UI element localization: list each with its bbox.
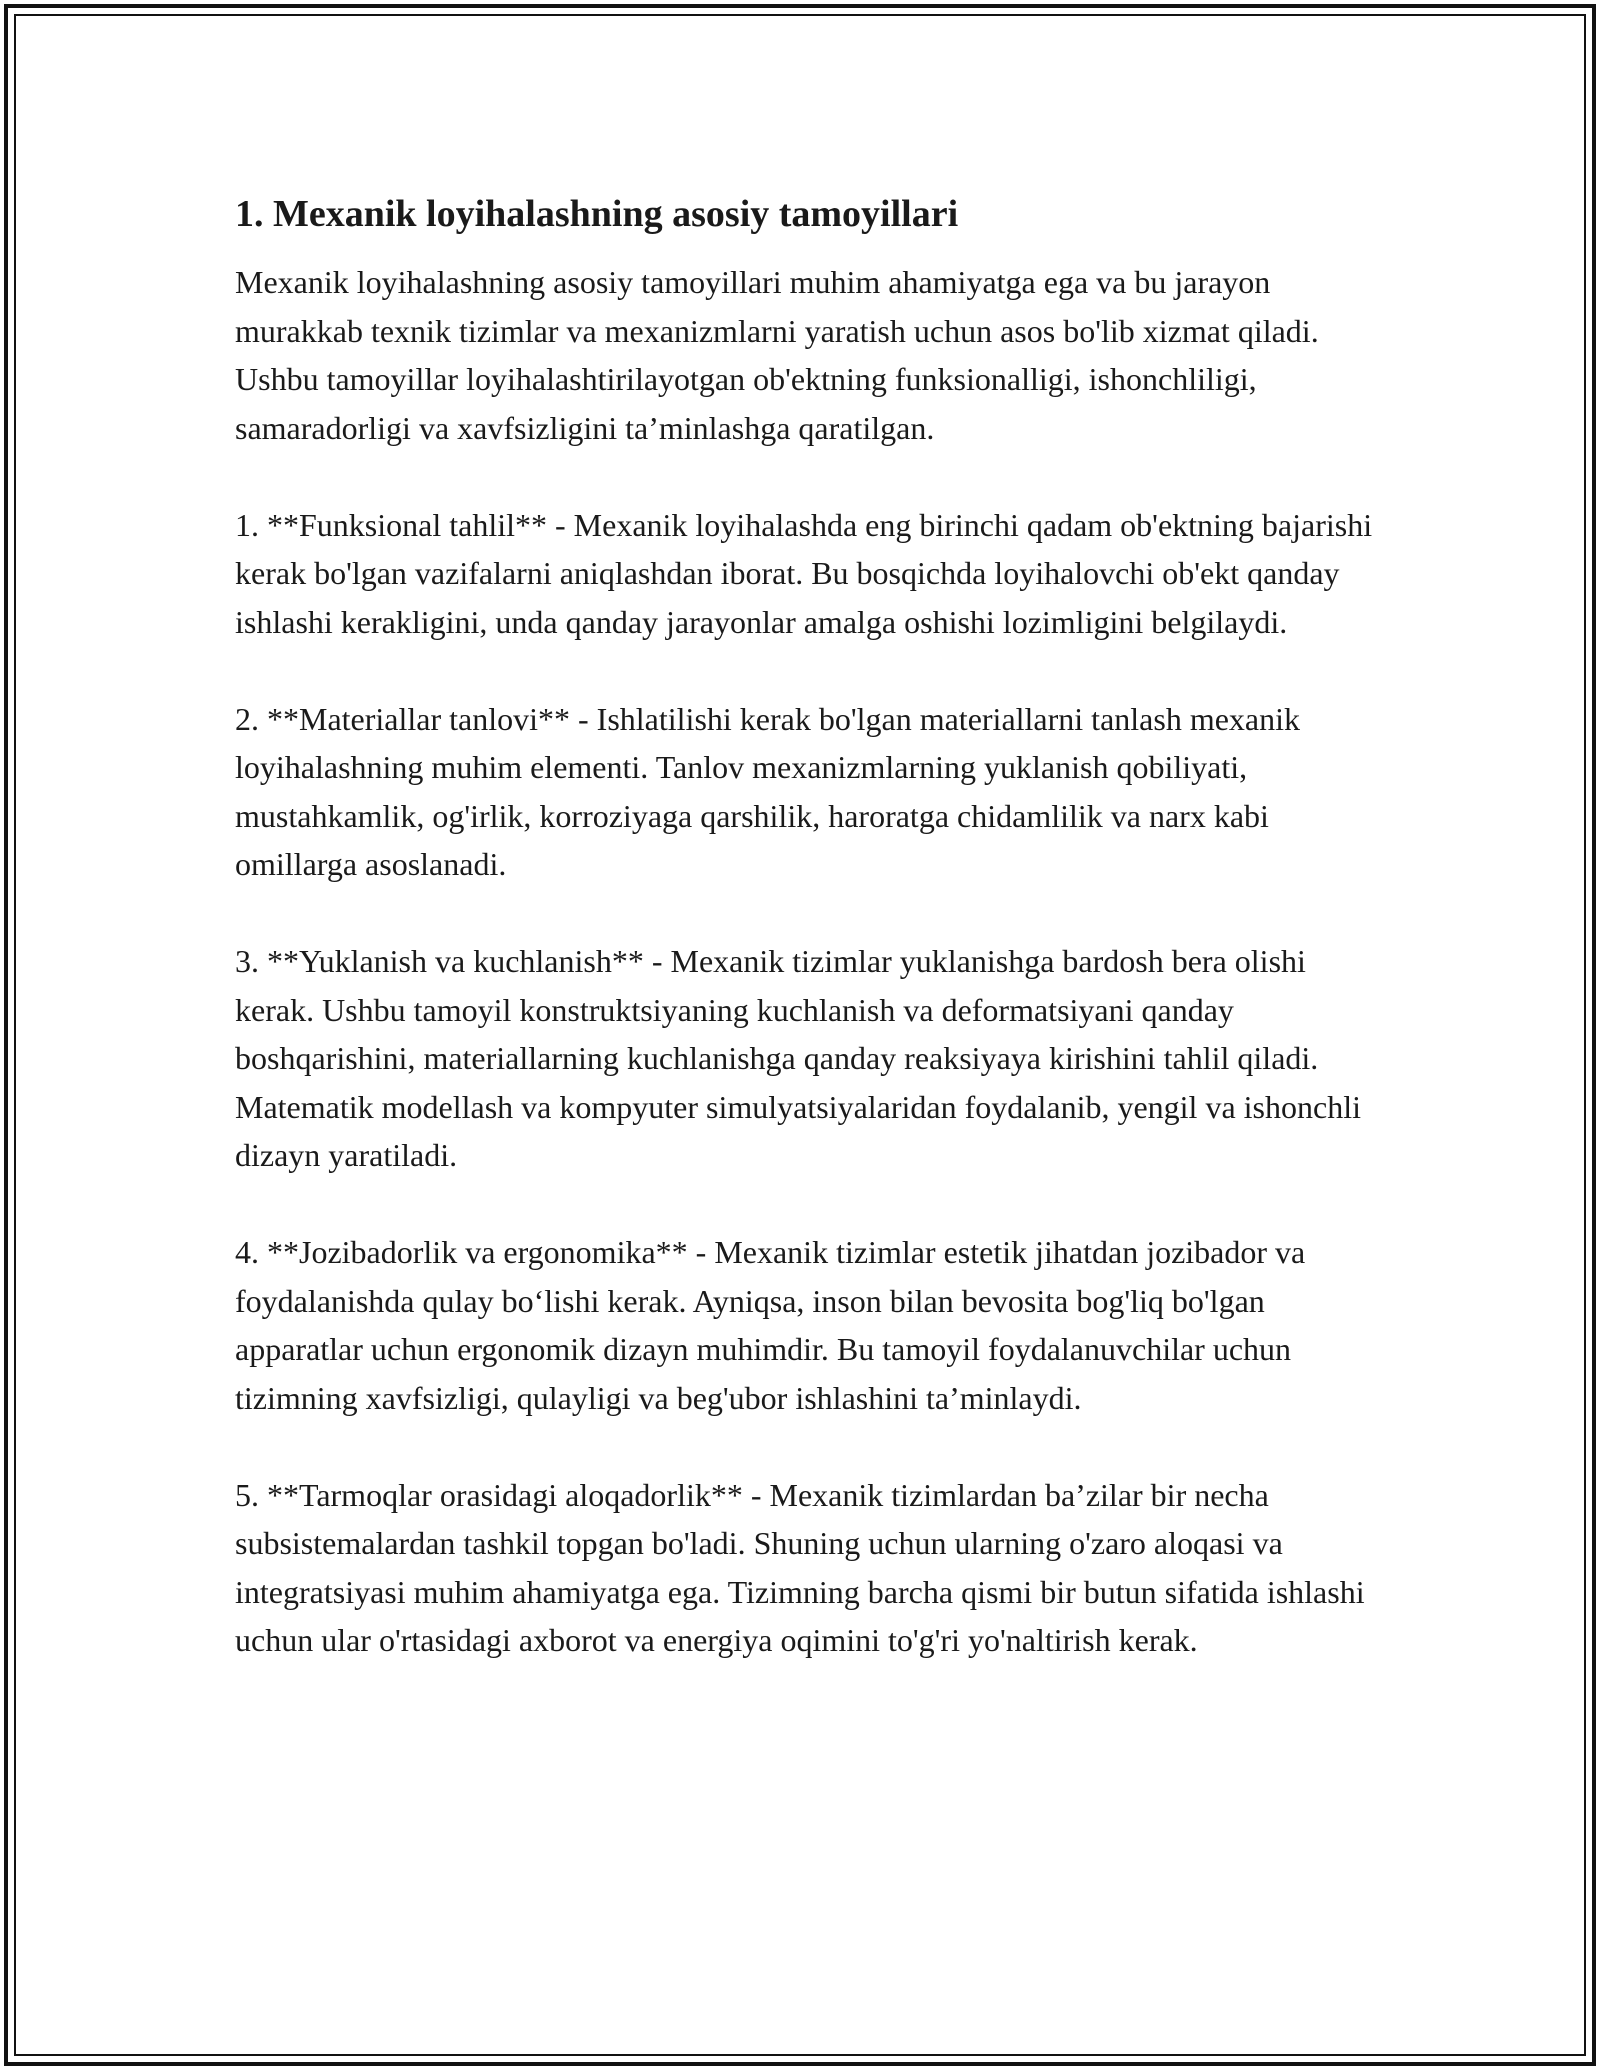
- intro-paragraph: Mexanik loyihalashning asosiy tamoyillari muhim ahamiyatga ega va bu jarayon murakkab texnik tizimlar va mexanizmlarni yaratish uchun asos bo'lib xizmat qiladi. Ushbu tamoyillar loyihalashtirilayotgan ob'ektning funksionalligi, ishonchliligi, samaradorligi va xavfsizligini ta’minlashga qaratilgan.: [235, 264, 1319, 446]
- principle-aesthetics-ergonomics: 4. **Jozibadorlik va ergonomika** - Mexanik tizimlar estetik jihatdan jozibador va foydalanishda qulay bo‘lishi kerak. Ayniqsa, inson bilan bevosita bog'liq bo'lgan apparatlar uchun ergonomik dizayn muhimdir. Bu tamoyil foydalanuvchilar uchun tizimning xavfsizligi, qulayligi va beg'ubor ishlashini ta’minlaydi.: [235, 1234, 1306, 1416]
- principle-load-and-stress: 3. **Yuklanish va kuchlanish** - Mexanik tizimlar yuklanishga bardosh bera olishi kerak. Ushbu tamoyil konstruktsiyaning kuchlanish va deformatsiyani qanday boshqarishini, materiallarning kuchlanishga qanday reaksiyaya kirishini tahlil qiladi. Matematik modellash va kompyuter simulyatsiyalaridan foydalanib, yengil va ishonchli dizayn yaratiladi.: [235, 943, 1361, 1173]
- section-heading: 1. Mexanik loyihalashning asosiy tamoyillari: [235, 193, 959, 235]
- principle-material-selection: 2. **Materiallar tanlovi** - Ishlatilishi kerak bo'lgan materiallarni tanlash mexanik loyihalashning muhim elementi. Tanlov mexanizmlarning yuklanish qobiliyati, mustahkamlik, og'irlik, korroziyaga qarshilik, haroratga chidamlilik va narx kabi omillarga asoslanadi.: [235, 700, 1300, 882]
- principle-subsystem-interconnection: 5. **Tarmoqlar orasidagi aloqadorlik** - Mexanik tizimlardan ba’zilar bir necha subsistemalardan tashkil topgan bo'ladi. Shuning uchun ularning o'zaro aloqasi va integratsiyasi muhim ahamiyatga ega. Tizimning barcha qismi bir butun sifatida ishlashi uchun ular o'rtasidagi axborot va energiya oqimini to'g'ri yo'naltirish kerak.: [235, 1476, 1365, 1658]
- document-body: [235, 188, 1385, 1713]
- principle-functional-analysis: 1. **Funksional tahlil** - Mexanik loyihalashda eng birinchi qadam ob'ektning bajarishi kerak bo'lgan vazifalarni aniqlashdan iborat. Bu bosqichda loyihalovchi ob'ekt qanday ishlashi kerakligini, unda qanday jarayonlar amalga oshishi lozimligini belgilaydi.: [235, 506, 1373, 640]
